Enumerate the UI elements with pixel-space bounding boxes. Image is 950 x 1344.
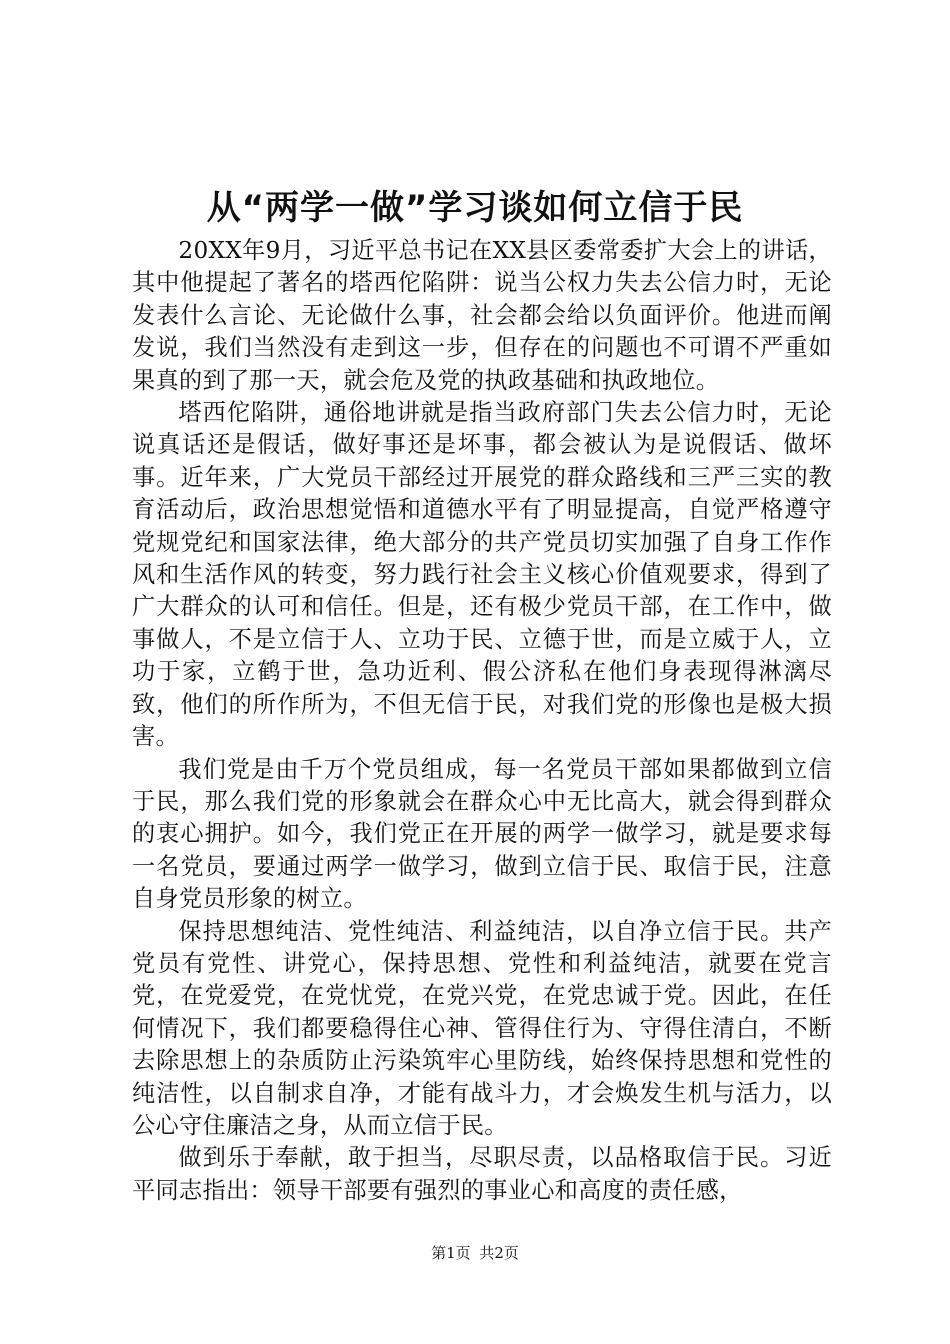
paragraph-1: 20XX年9月，习近平总书记在XX县区委常委扩大会上的讲话，其中他提起了著名的塔西佗陷阱：说当公权力失去公信力时，无论发表什么言论、无论做什么事，社会都会给以负面评价。他进而阐发说，我们当然没有走到这一步，但存在的问题也不可谓不严重如果真的到了那一天，就会危及党的执政基础和执政地位。 bbox=[132, 237, 832, 394]
paragraph-4: 保持思想纯洁、党性纯洁、利益纯洁，以自净立信于民。共产党员有党性、讲党心，保持思想、党性和利益纯洁，就要在党言党，在党爱党，在党忧党，在党兴党，在党忠诚于党。因此，在任何情况下，我们都要稳得住心神、管得住行为、守得住清白，不断去除思想上的杂质防止污染筑牢心里防线，始终保持思想和党性的纯洁性，以自制求自净，才能有战斗力，才会焕发生机与活力，以公心守住廉洁之身，从而立信于民。 bbox=[132, 917, 832, 1139]
document-title: 从“两学一做”学习谈如何立信于民 bbox=[206, 188, 744, 228]
paragraph-3: 我们党是由千万个党员组成，每一名党员干部如果都做到立信于民，那么我们党的形象就会在群众心中无比高大，就会得到群众的衷心拥护。如今，我们党正在开展的两学一做学习，就是要求每一名党员，要通过两学一做学习，做到立信于民、取信于民，注意自身党员形象的树立。 bbox=[132, 755, 832, 913]
page-number: 第1页 bbox=[431, 1244, 471, 1262]
paragraph-5: 做到乐于奉献，敢于担当，尽职尽责，以品格取信于民。习近平同志指出：领导干部要有强烈的事业心和高度的责任感， bbox=[132, 1144, 832, 1204]
page-total: 共2页 bbox=[479, 1244, 519, 1262]
document-body bbox=[132, 235, 832, 1207]
paragraph-2: 塔西佗陷阱，通俗地讲就是指当政府部门失去公信力时，无论说真话还是假话，做好事还是坏事，都会被认为是说假话、做坏事。近年来，广大党员干部经过开展党的群众路线和三严三实的教育活动后，政治思想觉悟和道德水平有了明显提高，自觉严格遵守党规党纪和国家法律，绝大部分的共产党员切实加强了自身工作作风和生活作风的转变，努力践行社会主义核心价值观要求，得到了广大群众的认可和信任。但是，还有极少党员干部，在工作中，做事做人，不是立信于人、立功于民、立德于世，而是立威于人，立功于家，立鹤于世，急功近利、假公济私在他们身表现得淋漓尽致，他们的所作所为，不但无信于民，对我们党的形像也是极大损害。 bbox=[132, 399, 832, 751]
page-footer bbox=[0, 1242, 950, 1264]
